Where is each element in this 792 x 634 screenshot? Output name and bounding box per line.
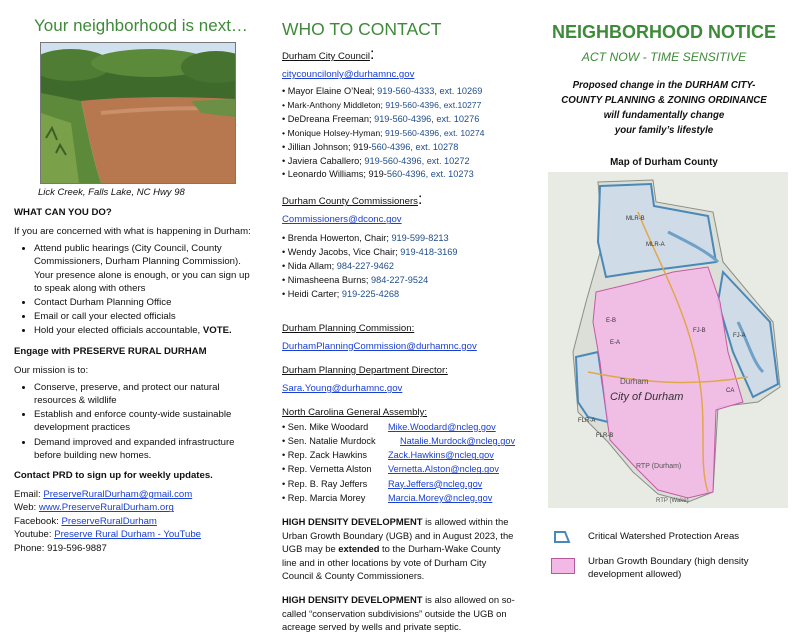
council-list [282,85,516,182]
action-item: • Email or call your elected officials [34,310,254,323]
member-name: • Leonardo Williams; 919- [282,169,387,180]
engage-heading: Engage with PRESERVE RURAL DURHAM [14,345,207,357]
vote-emphasis: VOTE. [202,325,232,337]
map-label-mlr-a: MLR-B [626,216,645,222]
legislator [282,477,516,491]
member-phone[interactable]: 919-560-4396, ext. 10272 [364,155,470,166]
prd-youtube-link[interactable]: Preserve Rural Durham - YouTube [54,529,202,541]
map-label-city-of-durham: City of Durham [610,391,684,403]
ugb-legend-swatch [551,558,575,574]
what-intro: If you are concerned with what is happening in Durham: [14,226,251,237]
planning-commission-email-link[interactable]: DurhamPlanningCommission@durhamnc.gov [282,340,477,352]
city-council-email-link[interactable]: citycouncilonly@durhamnc.gov [282,69,415,80]
left-panel [10,0,260,612]
legislator-name: • Rep. Zack Hawkins [282,450,367,461]
member-name: • Wendy Jacobs, Vice Chair; [282,247,401,258]
web-line [14,501,254,514]
council-member [282,155,516,169]
map-title: Map of Durham County [610,157,718,168]
mission-item: • Demand improved and expanded infrastructure before building new homes. [34,436,254,462]
member-phone[interactable]: 919-225-4268 [341,288,400,299]
proposal-line: will fundamentally change [603,110,725,121]
member-name: • Mayor Elaine O’Neal; [282,86,378,96]
hd2-bold: HIGH DENSITY DEVELOPMENT [282,594,423,606]
map-label-durham: Durham [620,377,649,386]
mission-intro: Our mission is to: [14,364,89,376]
web-label: Web: [14,502,39,514]
notice-panel [540,0,788,612]
member-phone[interactable]: 919-599-8213 [391,233,449,244]
proposal-statement [540,78,788,138]
legend-ugb-label: Urban Growth Boundary (high density [588,556,749,567]
neighborhood-notice-title: NEIGHBORHOOD NOTICE [551,22,776,42]
member-name: • Jillian Johnson; 919- [282,141,372,152]
legend-watershed-label: Critical Watershed Protection Areas [588,531,740,542]
legislator [282,448,516,462]
legislator-email-link[interactable]: Ray.Jeffers@ncleg.gov [388,478,483,489]
lick-creek-photo [40,42,236,184]
email-line [14,488,254,501]
proposal-line: Proposed change in the DURHAM CITY- [572,80,756,91]
map-label-e-b: E-B [606,318,617,324]
legislator-email-link[interactable]: Mike.Woodard@ncleg.gov [388,421,496,432]
contacts-panel: WHO TO CONTACT Durham City Council: citycouncilonly@durhamnc.gov • Mayor Elaine O’Neal; 919-560-4333, ext. 10269 • Mark-Anthony Middleton; 919-560-4396, ext.10277 • DeDreana Freeman; 919-560-4396, ext. 10276 • Monique Holsey-Hyman; 919-560-4396, ext. 10274 • Jillian Johnson; 919-560-4396, ext. 10278 • Javiera Caballero; 919-560-4396, ext. 10272 • Leonardo Williams; 919-560-4396, ext. 10273 Durham County Commissioners: Commissioners@dconc.gov • Brenda Howerton, Chair; 919-599-8213 • Wendy Jacobs, Vice Chair; 919-418-3169 • Nida Allam; 984-227-9462 • Nimasheena Burns; 984-227-9524 • Heidi Carter; 919-225-4268 Durham Planning Commission: DurhamPlanningCommission@durhamnc.gov Durham Planning Department Director: Sara.Young@durhamnc.gov North Carolina General Assembly: • Sen. Mike Woodard Mike.Woodard@ncleg.gov • Sen. Natalie Murdock Natalie.Murdock@ncleg.gov • Rep. Zack Hawkins Zack.Hawkins@ncleg.gov • Rep. Vernetta Alston Vernetta.Alston@ncleg.gov • Rep. B. Ray Jeffers Ray.Jeffers@ncleg.gov • Rep. Marcia Morey Marcia.Morey@ncleg.gov HIGH DENSITY DEVELOPMENT is allowed within the Urban Growth Boundary (UGB) and in August 2023, the UGB may be extended to the Durham-Wake County line and in other locations by vote of Durham City Council & County Commissioners. HIGH DENSITY DEVELOPMENT is also allowed on so-called “conservation subdivisions” outside the UGB on acreage served by wells and private septic. [282,19,516,633]
council-member [282,113,516,127]
facebook-label: Facebook: [14,515,62,527]
legislator-name: • Sen. Mike Woodard [282,421,369,432]
commissioners-list [282,232,516,302]
hd1-bold: HIGH DENSITY DEVELOPMENT [282,516,423,528]
map-label-flr-b: FLR-B [596,433,614,439]
map-label-mlr-b: MLR-A [646,242,665,248]
creek-photo-image [41,43,235,183]
commissioner [282,288,516,302]
commissioner [282,260,516,274]
durham-county-map [548,172,788,508]
map-label-rtp-durham: RTP (Durham) [636,463,682,470]
map-label-flr-a: FLR-A [578,418,596,424]
legislator-name: • Rep. Vernetta Alston [282,464,372,475]
watershed-legend-icon [553,530,571,544]
member-phone[interactable]: 919-560-4396, ext.10277 [385,99,482,110]
member-name: • Nida Allam; [282,261,337,272]
map-label-ca: CA [726,388,735,394]
council-member [282,99,516,113]
member-name: • Nimasheena Burns; [282,275,372,286]
email-label: Email: [14,489,44,501]
map-graphic [548,172,788,508]
contact-prd-heading: Contact PRD to sign up for weekly updates. [14,470,213,482]
council-member [282,168,516,182]
proposal-line: COUNTY PLANNING & ZONING ORDINANCE [561,95,767,106]
planning-director-header: Durham Planning Department Director: [282,364,448,376]
action-item [34,324,254,337]
action-item: • Contact Durham Planning Office [34,296,254,309]
commissioner [282,232,516,246]
mission-item: • Establish and enforce county-wide sustainable development practices [34,408,254,434]
legislator-email-link[interactable]: Vernetta.Alston@ncleg.gov [388,464,499,475]
legislator-name: • Rep. B. Ray Jeffers [282,478,368,489]
member-name: • Monique Holsey-Hyman; [282,127,385,138]
member-phone[interactable]: 919-560-4333, ext. 10269 [377,86,483,96]
member-name: • Javiera Caballero; [282,155,365,166]
phone-line: Phone: 919-596-9887 [14,542,107,554]
commissioners-email-link[interactable]: Commissioners@dconc.gov [282,214,402,226]
planning-commission-header: Durham Planning Commission: [282,322,415,334]
member-phone[interactable]: 984-227-9524 [371,275,429,286]
member-name: • Mark-Anthony Middleton; [282,99,386,110]
hd2-text: is also allowed on so-called “conservation subdivisions” outside the UGB on acreage served by wells and private septic. [282,594,515,633]
member-phone[interactable]: 919-418-3169 [400,247,458,258]
member-phone[interactable]: 560-4396, ext. 10273 [386,169,474,180]
council-member [282,127,516,141]
planning-director-email-link[interactable]: Sara.Young@durhamnc.gov [282,382,403,394]
council-member [282,85,516,99]
member-name: • Heidi Carter; [282,288,342,299]
mission-item: • Conserve, preserve, and protect our natural resources & wildlife [34,381,254,407]
who-to-contact-title: WHO TO CONTACT [282,19,442,39]
legislator [282,434,516,448]
high-density-paragraph-2 [282,593,516,634]
legislator-name: • Rep. Marcia Morey [282,492,366,503]
member-phone[interactable]: 984-227-9462 [336,261,395,272]
city-council-header: Durham City Council [282,51,370,62]
proposal-line: your family’s lifestyle [614,125,714,136]
action-item: • Attend public hearings (City Council, County Commissioners, Durham Planning Commission). Your presence alone is enough, or you can sign up to speak along with others [34,242,254,295]
legislator-name: • Sen. Natalie Murdock [282,436,376,447]
council-member [282,141,516,155]
prd-website-link[interactable]: www.PreserveRuralDurham.org [38,502,174,514]
map-label-e-a: E-A [610,340,621,346]
member-phone[interactable]: 919-560-4396, ext. 10276 [374,113,480,124]
map-label-fj-a: FJ-A [733,333,746,339]
legislator-email-link[interactable]: Zack.Hawkins@ncleg.gov [388,450,494,461]
facebook-line [14,515,254,528]
legislator [282,491,516,505]
member-phone[interactable]: 560-4396, ext. 10278 [371,141,459,152]
high-density-paragraph-1 [282,515,516,583]
legend-ugb-label-2: development allowed) [588,569,682,580]
hd1-text-b: to the Durham-Wake County line and in other locations by vote of Durham City Council & County Commissioners. [282,543,501,582]
what-can-you-do-heading: WHAT CAN YOU DO? [14,207,112,218]
photo-caption: Lick Creek, Falls Lake, NC Hwy 98 [38,187,185,198]
assembly-list [282,420,516,505]
hd1-bold-extended: extended [338,543,380,555]
member-phone[interactable]: 919-560-4396, ext. 10274 [385,127,485,138]
commissioner [282,246,516,260]
member-name: • DeDreana Freeman; [282,113,375,124]
action-last-text: Hold your elected officials accountable, [34,325,203,337]
map-label-rtp-wake: RTP (Wake) [656,498,689,504]
county-commissioners-header: Durham County Commissioners [282,196,418,208]
act-now-subtitle: ACT NOW - TIME SENSITIVE [581,50,747,64]
action-list [14,242,254,337]
prd-email-link[interactable]: PreserveRuralDurham@gmail.com [43,489,193,501]
member-name: • Brenda Howerton, Chair; [282,233,392,244]
legislator-email-link[interactable]: Marcia.Morey@ncleg.gov [388,492,493,503]
youtube-label: Youtube: [14,529,55,541]
prd-facebook-link[interactable]: PreserveRuralDurham [61,515,157,527]
legislator-email-link[interactable]: Natalie.Murdock@ncleg.gov [400,436,516,447]
map-label-fj-b: FJ-B [693,328,706,334]
youtube-line [14,528,254,541]
legislator [282,462,516,476]
hd1-text-a: is allowed within the Urban Growth Boundary (UGB) and in August 2023, the UGB may be [282,516,514,555]
legislator [282,420,516,434]
neighborhood-headline: Your neighborhood is next… [34,16,248,35]
commissioner [282,274,516,288]
mission-list [14,381,254,462]
general-assembly-header: North Carolina General Assembly: [282,406,428,418]
